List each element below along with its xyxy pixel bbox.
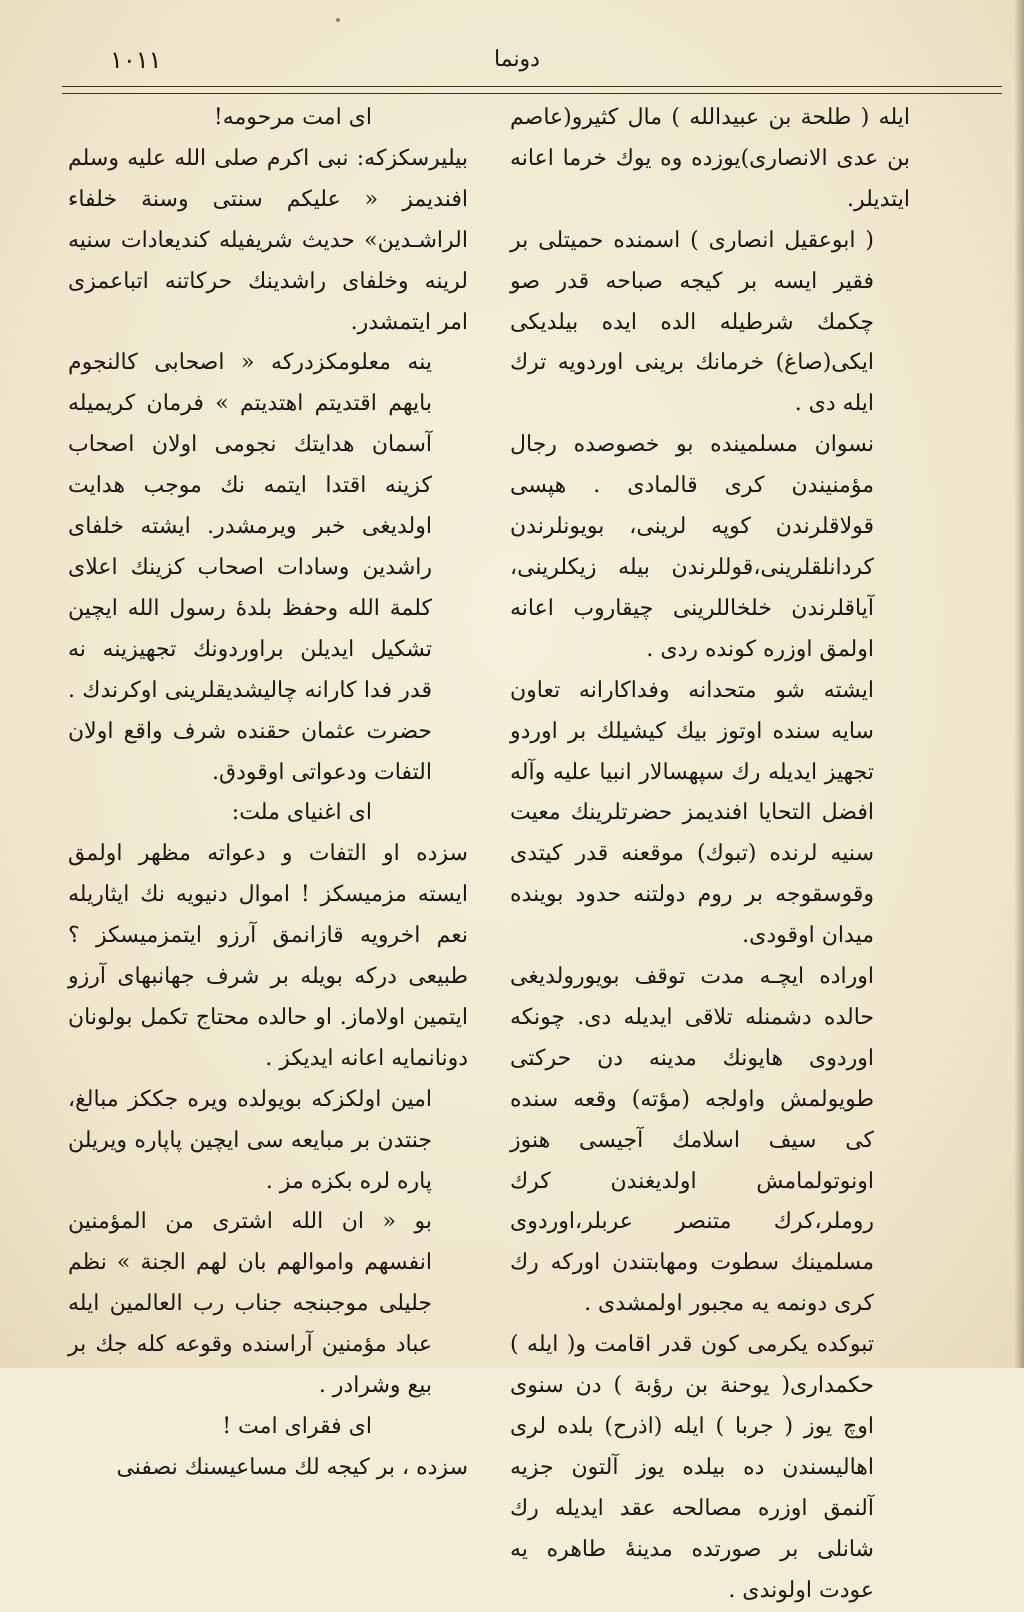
page-number: ١٠١١	[110, 46, 162, 74]
paragraph: نسوان مسلمينده بو خصوصده رجال مؤمنيندن كرى قالمادى . هپسى قولاقلرندن كوپه لرينى، بويونلرندن كردانلقلرينى،قوللرندن بيله زيكلرينى، آياقلرندن خلخاللرينى چيقاروب اعانه اولمق اوزره كونده ردى .	[510, 432, 874, 662]
left-column	[68, 98, 468, 1489]
paragraph: بو « ان الله اشترى من المؤمنين انفسهم واموالهم بان لهم الجنة » نظم جليلى موجبنجه جناب رب العالمين ايله عباد مؤمنين آراسنده وقوعه كله جك بر بيع وشرادر .	[68, 1209, 432, 1399]
paragraph: سزده او التفات و دعواته مظهر اولمق ايسته مزميسكز ! اموال دنيويه نك ايثاريله نعم اخرويه قازانمق آرزو ايتمزميسكز ؟ طبيعى دركه بويله بر شرف جهانبهاى آرزو ايتمين اولاماز. او حالده محتاج تكمل بولونان دونانمايه اعانه ايديكز .	[68, 841, 468, 1071]
paragraph: بيليرسكزكه: نبى اكرم صلى الله عليه وسلم افنديمز « عليكم سنتى وسنة خلفاء الراشـدين» حديث شريفيله كنديعادات سنيه لرينه وخلفاى راشدينك حركاتنه اتباعمزى امر ايتمشدر.	[68, 145, 468, 335]
paragraph: ( ابوعقيل انصارى ) اسمنده حميتلى بر فقير ايسه بر كيجه صباحه قدر صو چكمك شرطيله الده ايده بيلديكى ايكى(صاغ) خرمانك برينى اوردويه ترك ايله دى .	[510, 227, 874, 417]
section-heading: اى اغنياى ملت:	[231, 800, 372, 826]
right-column	[510, 98, 910, 1612]
page-header	[70, 40, 964, 80]
section-heading: اى امت مرحومه!	[213, 105, 372, 130]
paragraph: امين اولكزكه بويولده ويره جككز مبالغ، جنتدن بر مبايعه سى ايچين پاپاره ويريلن پاره لره بكزه مز .	[68, 1086, 432, 1194]
running-head: دونما	[494, 47, 540, 72]
header-rule	[62, 86, 1002, 94]
paragraph: ينه معلومكزدركه « اصحابى كالنجوم بايهم اقتديتم اهتديتم » فرمان كريميله آسمان هدايتك نجومى اولان اصحاب كزينه اقتدا ايتمه نك موجب هدايت اولديغى خبر ويرمشدر. ايشته خلفاى راشدين وسادات اصحاب كزينك اعلاى كلمة الله وحفظ بلدهٔ رسول الله ايچين تشكيل ايديلن براوردونك تجهيزينه نه قدر فدا كارانه چاليشديقلرينى اوكرندك . حضرت عثمان حقنده شرف واقع اولان التفات ودعواتى اوقودق.	[68, 350, 432, 785]
paragraph: ايله ( طلحة بن عبيدالله ) مال كثيرو(عاصم بن عدى الانصارى)يوزده وه يوك خرما اعانه ايتديلر.	[510, 105, 910, 212]
paragraph: سزده ، بر كيجه لك مساعيسنك نصفنى	[116, 1454, 468, 1480]
section-heading: اى فقراى امت !	[222, 1414, 372, 1439]
page-edge-shadow	[1014, 0, 1024, 1368]
paper-speck	[336, 18, 340, 22]
paragraph: اوراده ايچـه مدت توقف بويورولديغى حالده دشمنله تلاقى ايديله دى. چونكه اوردوى هايونك مدينه دن حركتى طويولمش واولجه (مؤته) وقعه سنده كى سيف اسلامك آجيسى هنوز اونوتولمامش اولديغندن كرك روملر،كرك متنصر عربلر،اوردوى مسلمينك سطوت ومهابتندن اوركه رك كرى دونمه يه مجبور اولمشدى .	[510, 964, 874, 1317]
paragraph: تبوكده يكرمى كون قدر اقامت و( ايله ) حكمدارى( يوحنة بن رؤبة ) دن سنوى اوچ يوز ( جربا ) ايله (اذرح) بلده لرى اهاليسندن ده بيلده يوز آلتون جزيه آلنمق اوزره مصالحه عقد ايديله رك شانلى بر صورتده مدينهٔ طاهره يه عودت اولوندى .	[510, 1332, 874, 1603]
paragraph: ايشته شو متحدانه وفداكارانه تعاون سايه سنده اوتوز بيك كيشيلك بر اوردو تجهيز ايديله رك سپهسالار انبيا عليه وآله افضل التحايا افنديمز حضرتلرينك معيت سنيه لرنده (تبوك) موقعنه قدر كيتدى وقوسقوجه بر روم دولتنه حدود بوينده ميدان اوقودى.	[510, 677, 874, 949]
